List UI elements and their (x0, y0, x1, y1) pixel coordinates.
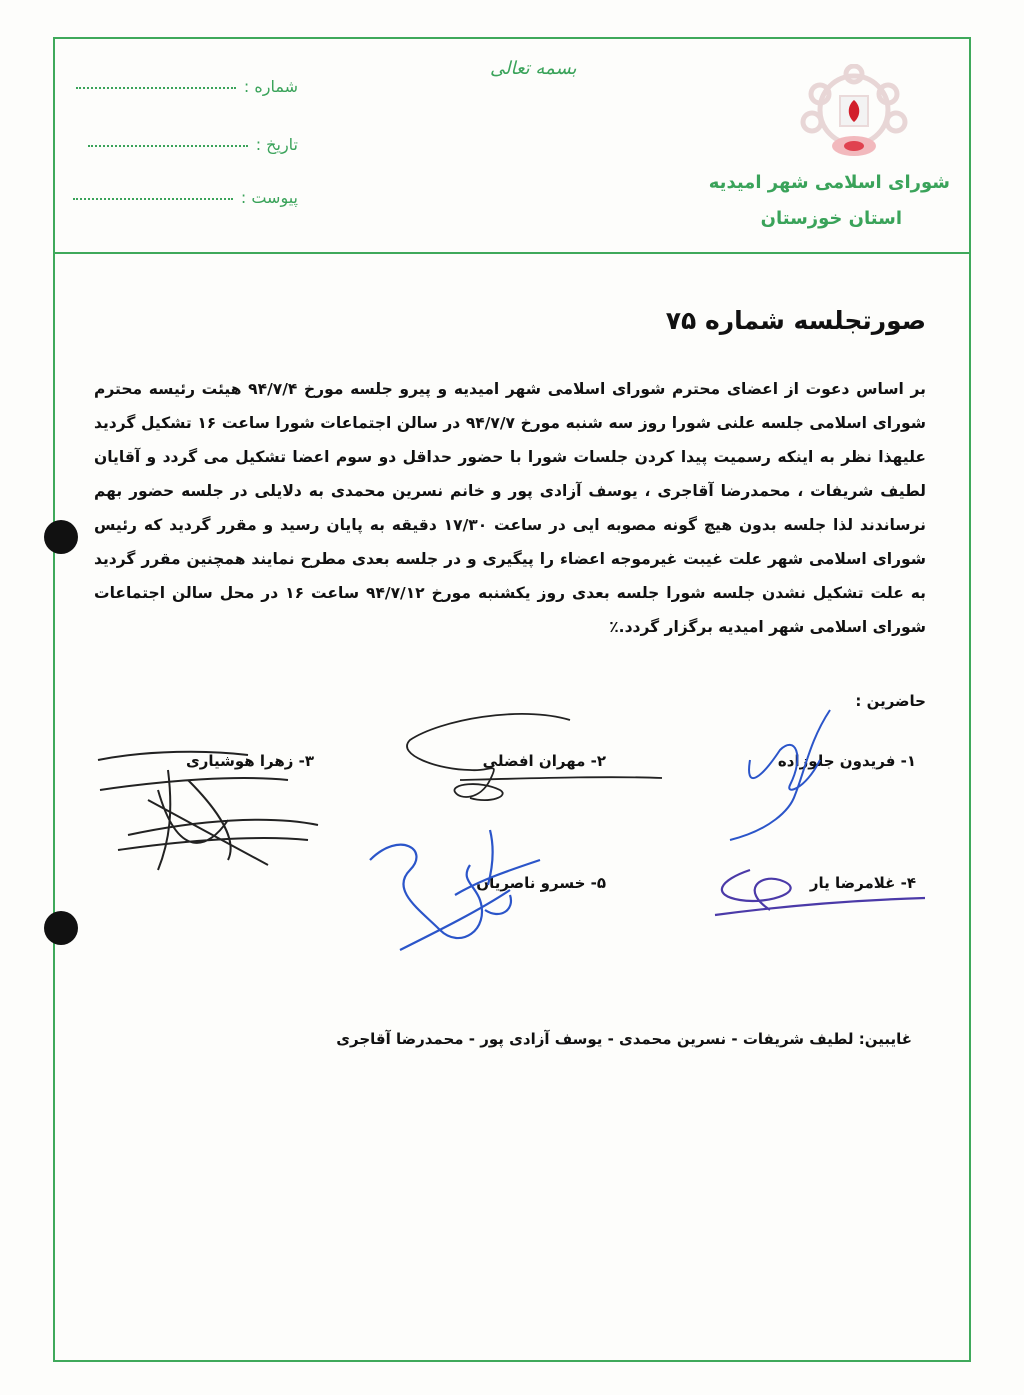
date-row (88, 135, 298, 154)
document-body: بر اساس دعوت از اعضای محترم شورای اسلامی شهر امیدیه و پیرو جلسه مورخ ۹۴/۷/۴ هیئت رئیسه محترم شورای اسلامی جلسه علنی شورا روز سه شنبه مورخ ۹۴/۷/۷ در سالن اجتماعات شورا ساعت ۱۶ تشکیل گردید علیهذا نظر به اینکه رسمیت پیدا کردن جلسات شورا با حضور حداقل دو سوم اعضا تشکیل می گردد و آقایان لطیف شریفات ، محمدرضا آقاجری ، یوسف آزادی پور و خانم نسرین محمدی به دلایلی در جلسه حضور بهم نرساندند لذا جلسه بدون هیچ گونه مصوبه ایی در ساعت ۱۷/۳۰ دقیقه به پایان رسید و مقرر گردید که رئیس شورای اسلامی شهر علت غیبت غیرموجه اعضاء را پیگیری و در جلسه بعدی مطرح نمایند همچنین مقرر گردید به علت تشکیل نشدن جلسه شورا جلسه بعدی روز یکشنبه مورخ ۹۴/۷/۱۲ ساعت ۱۶ در محل سالن اجتماعات شورای اسلامی شهر امیدیه برگزار گردد.٪ (94, 380, 927, 636)
attendees-label: حاضرین : (855, 692, 926, 710)
document-title: صورتجلسه شماره ۷۵ (665, 306, 926, 335)
attendee-1: ۱- فریدون جلوزاده (777, 752, 916, 770)
emblem-icon (800, 64, 908, 164)
basmala: بسمه تعالی (490, 58, 577, 79)
attendee-2: ۲- مهران افضلی (482, 752, 606, 770)
signature-5 (360, 810, 560, 960)
attendee-5: ۵- خسرو ناصریان (476, 874, 606, 892)
signature-3 (88, 740, 328, 880)
number-field[interactable] (76, 87, 236, 89)
binder-hole-top (44, 520, 78, 554)
attachment-row (73, 188, 298, 207)
signature-2 (400, 700, 670, 810)
attachment-label: پیوست : (240, 188, 298, 207)
binder-hole-bottom (44, 911, 78, 945)
province-name: استان خوزستان (760, 208, 902, 229)
date-field[interactable] (88, 145, 248, 147)
signature-1 (710, 700, 850, 850)
date-label: تاریخ : (255, 135, 298, 154)
org-name: شورای اسلامی شهر امیدیه (708, 172, 950, 193)
attendee-4: ۴- غلامرضا یار (809, 874, 916, 892)
header-divider (53, 252, 971, 254)
signature-4 (700, 860, 930, 930)
number-label: شماره : (243, 77, 298, 96)
absentees-line: غایبین: لطیف شریفات - نسرین محمدی - یوسف آزادی پور - محمدرضا آقاجری (336, 1030, 912, 1048)
attachment-field[interactable] (73, 198, 233, 200)
number-row (76, 77, 298, 96)
attendee-3: ۳- زهرا هوشیاری (185, 752, 314, 770)
